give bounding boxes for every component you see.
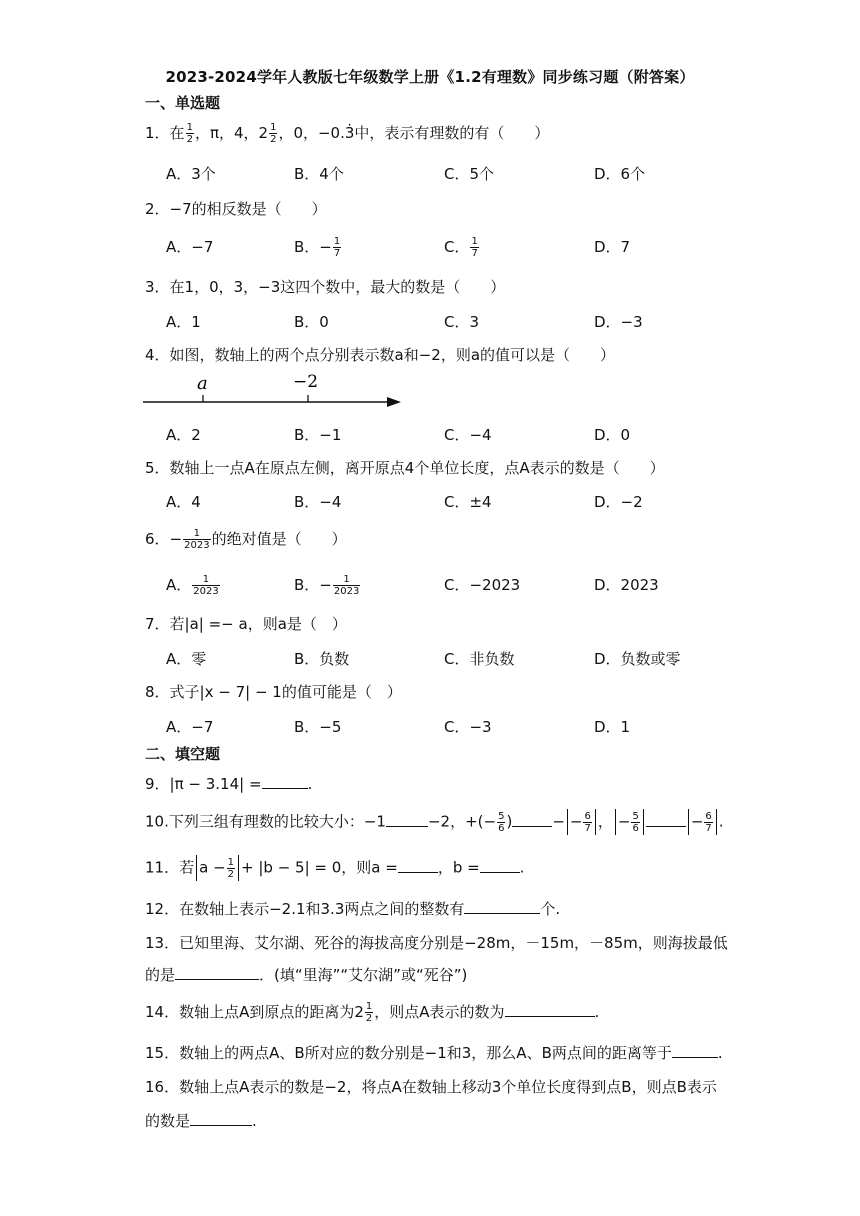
axis-label-a: a	[197, 373, 208, 394]
question-6-options	[166, 574, 726, 597]
question-1: 1．在 $\frac{1}{2}$ ，π，4，2 $\frac{1}{2}$ ，0，−0.3̇中，表示有理数的有（ ）	[145, 122, 550, 145]
option-b[interactable]: B．4个	[294, 165, 344, 183]
option-c[interactable]: C． $\frac{1}{7}$	[444, 236, 478, 259]
option-d[interactable]: D．0	[594, 426, 631, 444]
question-8-options	[166, 716, 726, 736]
question-2: 2．−7的相反数是（ ）	[145, 200, 327, 218]
question-9: 9．|π − 3.14| = .	[145, 775, 313, 793]
answer-blank[interactable]	[480, 858, 520, 873]
option-c[interactable]: C．−2023	[444, 576, 521, 594]
answer-blank[interactable]	[262, 774, 308, 789]
question-15: 15．数轴上的两点A、B所对应的数分别是−1和3，那么A、B两点间的距离等于 .	[145, 1044, 723, 1062]
answer-blank[interactable]	[505, 1002, 595, 1017]
page-title: 2023-2024学年人教版七年级数学上册《1.2有理数》同步练习题（附答案）	[165, 68, 695, 86]
option-a[interactable]: A．−7	[166, 718, 214, 736]
option-a[interactable]: A．3个	[166, 165, 216, 183]
number-line-figure	[143, 370, 405, 412]
option-c[interactable]: C．±4	[444, 493, 492, 511]
question-11: 11．若 a − $\frac{1}{2}$ + |b − 5| = 0，则a = ，b = .	[145, 856, 525, 880]
option-a[interactable]: A．4	[166, 493, 201, 511]
option-d[interactable]: D．负数或零	[594, 650, 681, 668]
question-8: 8．式子|x − 7| − 1的值可能是（ ）	[145, 683, 402, 701]
answer-blank[interactable]	[175, 965, 259, 980]
option-a[interactable]: A．−7	[166, 238, 214, 256]
question-7-options	[166, 648, 726, 668]
option-b[interactable]: B．− $\frac{1}{7}$	[294, 236, 341, 259]
option-a[interactable]: A．1	[166, 313, 201, 331]
option-b[interactable]: B．−1	[294, 426, 342, 444]
question-4: 4．如图，数轴上的两个点分别表示数a和−2，则a的值可以是（ ）	[145, 346, 616, 364]
question-4-options	[166, 424, 726, 444]
question-2-options	[166, 236, 726, 259]
fraction: $\frac{1}{2}$	[186, 122, 193, 145]
question-7: 7．若|a| =− a，则a是（ ）	[145, 615, 347, 633]
option-b[interactable]: B．负数	[294, 650, 350, 668]
option-b[interactable]: B．0	[294, 313, 329, 331]
answer-blank[interactable]	[386, 812, 428, 827]
question-5-options	[166, 491, 726, 511]
option-a[interactable]: A． $\frac{1}{2023}$	[166, 574, 219, 597]
answer-blank[interactable]	[646, 812, 686, 827]
question-13: 13．已知里海、艾尔湖、死谷的海拔高度分别是−28m，－15m，－85m，则海拔最低	[145, 934, 728, 952]
question-5: 5．数轴上一点A在原点左侧，离开原点4个单位长度，点A表示的数是（ ）	[145, 459, 665, 477]
question-16: 16．数轴上点A表示的数是−2，将点A在数轴上移动3个单位长度得到点B，则点B表示	[145, 1078, 717, 1096]
option-c[interactable]: C．3	[444, 313, 480, 331]
option-b[interactable]: B．− $\frac{1}{2023}$	[294, 574, 360, 597]
option-c[interactable]: C．5个	[444, 165, 495, 183]
option-c[interactable]: C．非负数	[444, 650, 515, 668]
question-14: 14．数轴上点A到原点的距离为2 $\frac{1}{2}$ ，则点A表示的数为 .	[145, 1001, 600, 1024]
option-a[interactable]: A．零	[166, 650, 207, 668]
option-d[interactable]: D．6个	[594, 165, 646, 183]
answer-blank[interactable]	[398, 858, 438, 873]
option-d[interactable]: D．7	[594, 238, 631, 256]
question-6: 6．− $\frac{1}{2023}$ 的绝对值是（ ）	[145, 528, 347, 551]
question-1-options	[166, 163, 726, 183]
option-b[interactable]: B．−4	[294, 493, 342, 511]
option-d[interactable]: D．2023	[594, 576, 659, 594]
option-a[interactable]: A．2	[166, 426, 201, 444]
question-16-line-2: 的数是 .	[145, 1112, 257, 1130]
question-10: 10.下列三组有理数的比较大小：−1 −2，+(− $\frac{5}{6}$ ) − − $\frac{6}{7}$ ， − $\frac{5}{6}$ − $\frac{6}{7}$ .	[145, 810, 724, 834]
section-fill-blank: 二、填空题	[145, 745, 221, 763]
fraction: $\frac{1}{2}$	[270, 122, 277, 145]
axis-label-minus-2: −2	[293, 372, 319, 392]
question-3-options	[166, 311, 726, 331]
option-d[interactable]: D．−3	[594, 313, 643, 331]
answer-blank[interactable]	[672, 1043, 718, 1058]
question-12: 12．在数轴上表示−2.1和3.3两点之间的整数有 个.	[145, 900, 561, 918]
option-c[interactable]: C．−3	[444, 718, 492, 736]
answer-blank[interactable]	[512, 812, 552, 827]
question-13-line-2: 的是 ．(填“里海”“艾尔湖”或“死谷”)	[145, 966, 468, 984]
option-d[interactable]: D．−2	[594, 493, 643, 511]
question-3: 3．在1，0，3，−3这四个数中，最大的数是（ ）	[145, 278, 506, 296]
option-c[interactable]: C．−4	[444, 426, 492, 444]
section-single-choice: 一、单选题	[145, 94, 221, 112]
answer-blank[interactable]	[190, 1111, 252, 1126]
option-b[interactable]: B．−5	[294, 718, 342, 736]
answer-blank[interactable]	[464, 899, 540, 914]
arrow-head-icon	[387, 397, 401, 407]
option-d[interactable]: D．1	[594, 718, 631, 736]
